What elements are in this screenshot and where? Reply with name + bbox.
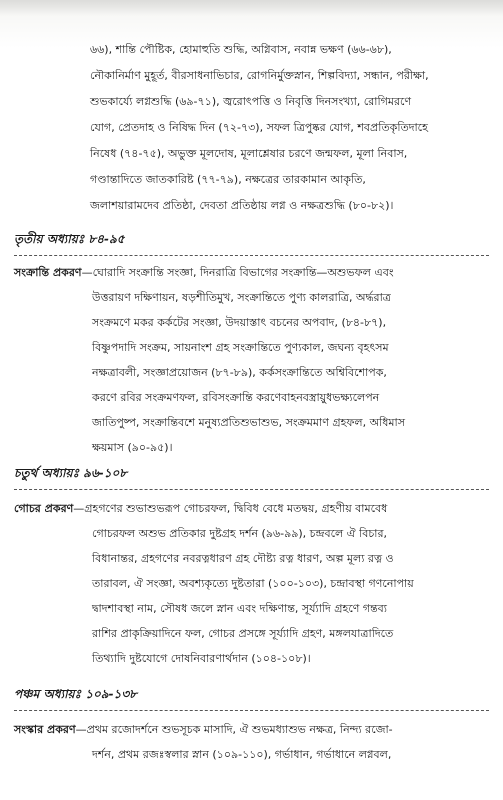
chapter-3-line: করণে রবির সংক্রমণফল, রবিসংক্রান্তি করণেবাহনবস্ত্রায়ুধভক্ষ্যলেপন [92,391,380,404]
intro-line: গণ্ডান্তাদিতে জাতকারিষ্ট (৭৭-৭৯), নক্ষত্রের তারকামান আকৃতি, [90,173,366,186]
chapter-5-first-line [14,723,393,737]
chapter-3-divider [14,255,489,256]
chapter-4-divider [14,489,489,490]
chapter-4-first-line [14,502,387,516]
chapter-4-heading: চতুর্থ অধ্যায়ঃ ৯৬-১০৮ [14,466,128,480]
chapter-5-divider [14,710,489,711]
chapter-3-line: ক্ষয়মাস (৯০-৯৫)। [92,441,173,454]
chapter-3-line: সংক্রমণে মকর কর্কটের সংজ্ঞা, উদয়াস্তাৎ বচনের অপবাদ, (৮৪-৮৭), [92,316,387,329]
chapter-3-heading: তৃতীয় অধ্যায়ঃ ৮৪-৯৫ [14,232,125,246]
chapter-4-line: রাশির প্রাকৃক্রিয়াদিনে ফল, গোচর প্রসঙ্গে সূর্য্যাদি গ্রহণ, মঙ্গলযাত্রাদিতে [92,627,394,640]
chapter-4-line: গোচরফল অশুভ প্রতিকার দুষ্টগ্রহ দর্শন (৯৬-৯৯), চন্দ্রবলে ঐ বিচার, [92,527,388,540]
chapter-4-first-text: —গ্রহগণের শুভাশুভরূপ গোচরফল, দ্বিবিধ বেধে মতদ্বয়, গ্রহণীয় বামবেধ [73,502,388,515]
chapter-5-heading: পঞ্চম অধ্যায়ঃ ১০৯-১৩৮ [14,687,137,701]
chapter-3-first-text: —ঘোরাদি সংক্রান্তি সংজ্ঞা, দিনরাত্রি বিভাগের সংক্রান্তি—অশুভফল এবং [81,266,394,279]
chapter-3-line: বিষ্ণুপদাদি সংক্রম, সায়নাংশ গ্রহ সংক্রান্তিতে পুণ্যকাল, জঘন্য বৃহৎসম [92,341,389,354]
chapter-5-first-text: —প্রথম রজোদর্শনে শুভসূচক মাসাদি, ঐ শুভমধ্যাশুভ নক্ষত্র, নিন্দ্য রজো- [75,723,393,736]
chapter-4-term: গোচর প্রকরণ [14,502,74,515]
chapter-4-line: তারাবল, ঐ সংজ্ঞা, অবশ্যকৃত্যে দুষ্টতারা (১০০-১০৩), চন্দ্রাবস্থা গণনোপায় [92,577,414,590]
chapter-3-line: নক্ষত্রাবলী, সংজ্ঞাপ্রয়োজন (৮৭-৮৯), কর্কসংক্রান্তিতে অশ্বিবিশোপক, [92,366,387,379]
intro-line: ৬৬), শান্তি পৌষ্টিক, হোমাহুতি শুদ্ধি, অগ্নিবাস, নবান্ন ভক্ষণ (৬৬-৬৮), [90,43,392,56]
chapter-4-line: বিধানান্তর, গ্রহগণের নবরত্নধারণ গ্রহ দৌষ্ট্য রত্ন ধারণ, অল্প মূল্য রত্ন ও [92,552,394,565]
intro-line: নৌকানির্মাণ মুহূর্ত, বীরসাধনাভিচার, রোগনির্মুক্তস্নান, শিল্পবিদ্যা, সন্ধান, পরীক্ষা, [90,69,429,82]
intro-line: জলাশয়ারামদেব প্রতিষ্ঠা, দেবতা প্রতিষ্ঠায় লগ্ন ও নক্ষত্রশুদ্ধি (৮০-৮২)। [90,199,394,212]
chapter-3-term: সংক্রান্তি প্রকরণ [14,266,82,279]
chapter-3-line: উত্তরায়ণ দক্ষিণায়ন, ষড়শীতিমুখ, সংক্রান্তিতে পুণ্য কালরাত্রি, অর্দ্ধরাত্র [92,291,391,304]
intro-line: যোগ, প্রেতদাহ ও নিষিদ্ধ দিন (৭২-৭৩), সফল ত্রিপুষ্কর যোগ, শবপ্রতিকৃতিদাহে [90,121,428,134]
intro-line: নিষেধ (৭৪-৭৫), অভুক্ত মূলদোষ, মূলাশ্লেষার চরণে জন্মফল, মূলা নিবাস, [90,147,408,160]
chapter-5-line: দর্শন, প্রথম রজঃস্বলার স্নান (১০৯-১১০), গর্ভাধান, গর্ভাধানে লগ্নবল, [92,748,392,761]
chapter-3-first-line [14,266,394,280]
chapter-3-line: জাতিপুষ্প, সংক্রান্তিবশে মনুষ্যপ্রতিশুভাশুভ, সংক্রমমাণ গ্রহফল, অধিমাস [92,416,405,429]
intro-line: শুভকার্য্যে লগ্নশুদ্ধি (৬৯-৭১), জ্বরোৎপত্তি ও নিবৃত্তি দিনসংখ্যা, রোগিমরণে [90,95,412,108]
chapter-4-line: তিথ্যাদি দুষ্টযোগে দোষনিবারণার্থদান (১০৪-১০৮)। [92,652,311,665]
chapter-5-term: সংস্কার প্রকরণ [14,723,76,736]
chapter-4-line: দ্বাদশাবস্থা নাম, সৌষধ জলে স্নান এবং দক্ষিণান্ত, সূর্য্যাদি গ্রহণে গন্তব্য [92,602,387,615]
page-top-shadow [0,0,503,16]
